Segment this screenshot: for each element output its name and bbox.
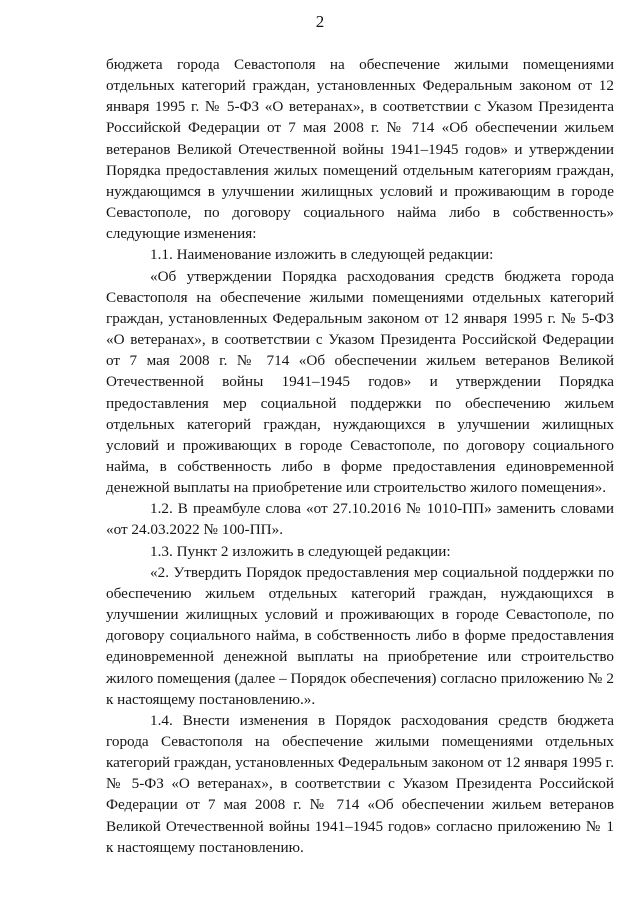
paragraph-new-title: «Об утверждении Порядка расходования средств бюджета города Севастополя на обеспечение жилыми помещениями отдельных категорий граждан, установленных Федеральным законом от 12 января 1995 г. № 5-ФЗ «О ветеранах», в соответствии с Указом Президента Российской Федерации от 7 мая 2008 г. № 714 «Об обеспечении жильем ветеранов Великой Отечественной войны 1941–1945 годов» и утверждении Порядка предоставления мер социальной поддержки по обеспечению жильем отдельных категорий граждан, нуждающихся в улучшении жилищных условий и проживающих в городе Севастополе, по договору социального найма, в собственность либо в форме предоставления единовременной денежной выплаты на приобретение или строительство жилого помещения». bbox=[106, 267, 614, 497]
paragraph-item-1-2: 1.2. В преамбуле слова «от 27.10.2016 № 1010-ПП» заменить словами «от 24.03.2022 № 100-ПП». bbox=[106, 500, 614, 539]
paragraph-item-1-3: 1.3. Пункт 2 изложить в следующей редакции: bbox=[150, 542, 451, 560]
document-body bbox=[106, 54, 614, 858]
paragraph-item-1-4: 1.4. Внести изменения в Порядок расходования средств бюджета города Севастополя на обеспечение жилыми помещениями отдельных категорий граждан, установленных Федеральным законом от 12 января 1995 г. № 5-ФЗ «О ветеранах», в соответствии с Указом Президента Российской Федерации от 7 мая 2008 г. № 714 «Об обеспечении жильем ветеранов Великой Отечественной войны 1941–1945 годов» согласно приложению № 1 к настоящему постановлению. bbox=[106, 711, 614, 856]
paragraph-new-point-2: «2. Утвердить Порядок предоставления мер социальной поддержки по обеспечению жильем отдельных категорий граждан, нуждающихся в улучшении жилищных условий и проживающих в городе Севастополе, по договору социального найма, в собственность либо в форме предоставления единовременной денежной выплаты на приобретение или строительство жилого помещения (далее – Порядок обеспечения) согласно приложению № 2 к настоящему постановлению.». bbox=[106, 563, 614, 708]
paragraph-item-1-1: 1.1. Наименование изложить в следующей редакции: bbox=[150, 246, 494, 264]
paragraph-continuation: бюджета города Севастополя на обеспечение жилыми помещениями отдельных категорий граждан, установленных Федеральным законом от 12 января 1995 г. № 5-ФЗ «О ветеранах», в соответствии с Указом Президента Российской Федерации от 7 мая 2008 г. № 714 «Об обеспечении жильем ветеранов Великой Отечественной войны 1941–1945 годов» и утверждении Порядка предоставления жилых помещений отдельным категориям граждан, нуждающимся в улучшении жилищных условий и проживающим в городе Севастополе, по договору социального найма либо в собственность» следующие изменения: bbox=[106, 56, 614, 243]
page-number: 2 bbox=[315, 12, 325, 31]
